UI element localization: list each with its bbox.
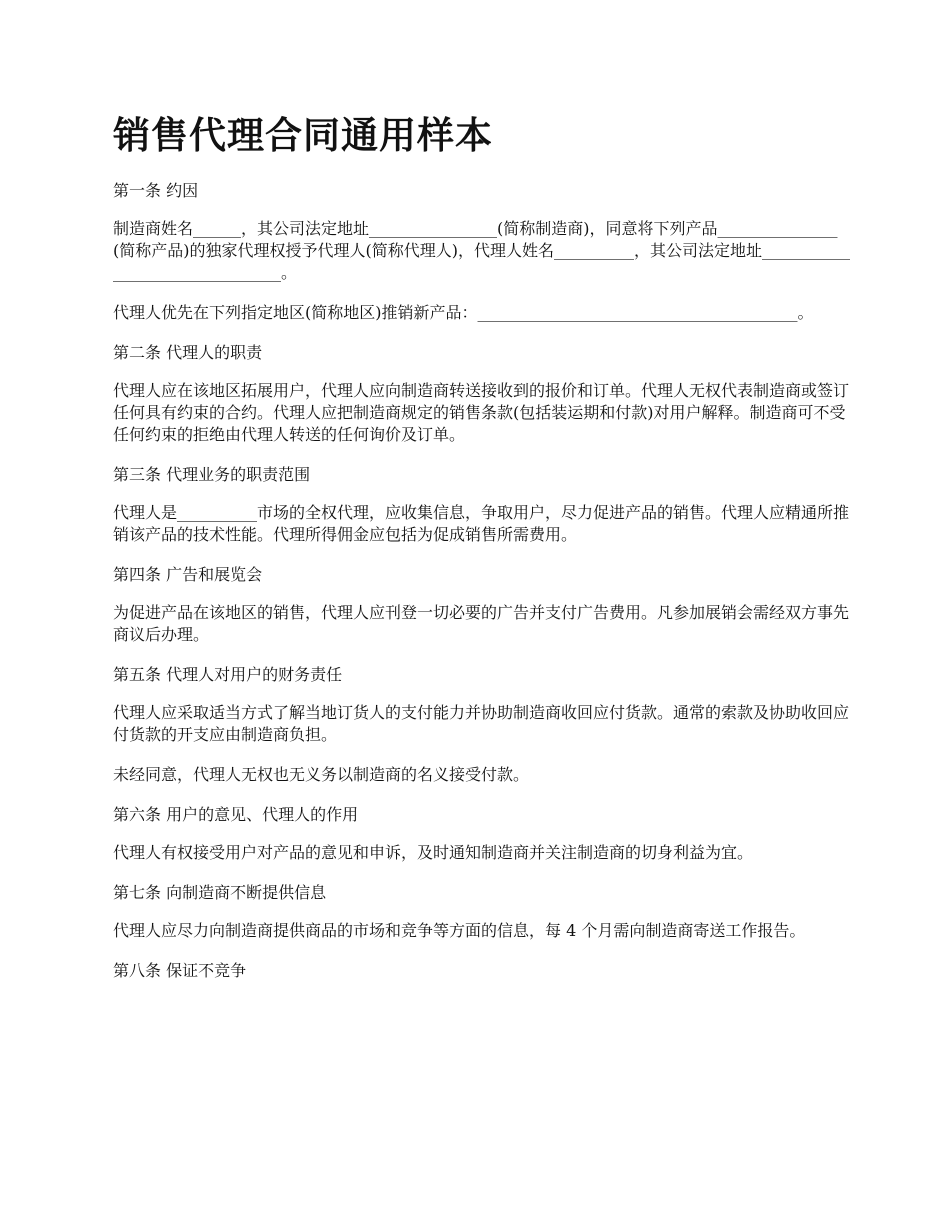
article-5-paragraph-2: 未经同意，代理人无权也无义务以制造商的名义接受付款。 [113,765,530,784]
article-2-paragraph: 代理人应在该地区拓展用户，代理人应向制造商转送接收到的报价和订单。代理人无权代表制造商或签订任何具有约束的合约。代理人应把制造商规定的销售条款(包括装运期和付款)对用户解释。制造商可不受任何约束的拒绝由代理人转送的任何询价及订单。 [113,381,850,444]
document-title: 销售代理合同通用样本 [113,114,493,157]
article-7-heading: 第七条 向制造商不断提供信息 [113,883,327,902]
article-8-heading: 第八条 保证不竞争 [113,961,247,980]
document-page [113,112,853,998]
article-7-paragraph: 代理人应尽力向制造商提供商品的市场和竞争等方面的信息，每 4 个月需向制造商寄送工作报告。 [113,921,806,940]
article-1-heading: 第一条 约因 [113,181,199,200]
article-4-paragraph: 为促进产品在该地区的销售，代理人应刊登一切必要的广告并支付广告费用。凡参加展销会需经双方事先商议后办理。 [113,603,850,644]
article-4-heading: 第四条 广告和展览会 [113,565,263,584]
article-5-heading: 第五条 代理人对用户的财务责任 [113,665,343,684]
article-5-paragraph-1: 代理人应采取适当方式了解当地订货人的支付能力并协助制造商收回应付货款。通常的索款及协助收回应付货款的开支应由制造商负担。 [113,703,850,744]
article-1-paragraph-2: 代理人优先在下列指定地区(简称地区)推销新产品：________________________________________。 [113,303,814,322]
article-3-paragraph: 代理人是__________市场的全权代理，应收集信息，争取用户，尽力促进产品的销售。代理人应精通所推销该产品的技术性能。代理所得佣金应包括为促成销售所需费用。 [113,503,850,544]
article-6-heading: 第六条 用户的意见、代理人的作用 [113,805,359,824]
article-1-paragraph-1: 制造商姓名______，其公司法定地址________________(简称制造商)，同意将下列产品_______________(简称产品)的独家代理权授予代理人(简称代理人)，代理人姓名__________，其公司法定地址________________________________。 [113,219,850,282]
article-2-heading: 第二条 代理人的职责 [113,343,263,362]
article-3-heading: 第三条 代理业务的职责范围 [113,465,311,484]
article-6-paragraph: 代理人有权接受用户对产品的意见和申诉，及时通知制造商并关注制造商的切身利益为宜。 [113,843,754,862]
